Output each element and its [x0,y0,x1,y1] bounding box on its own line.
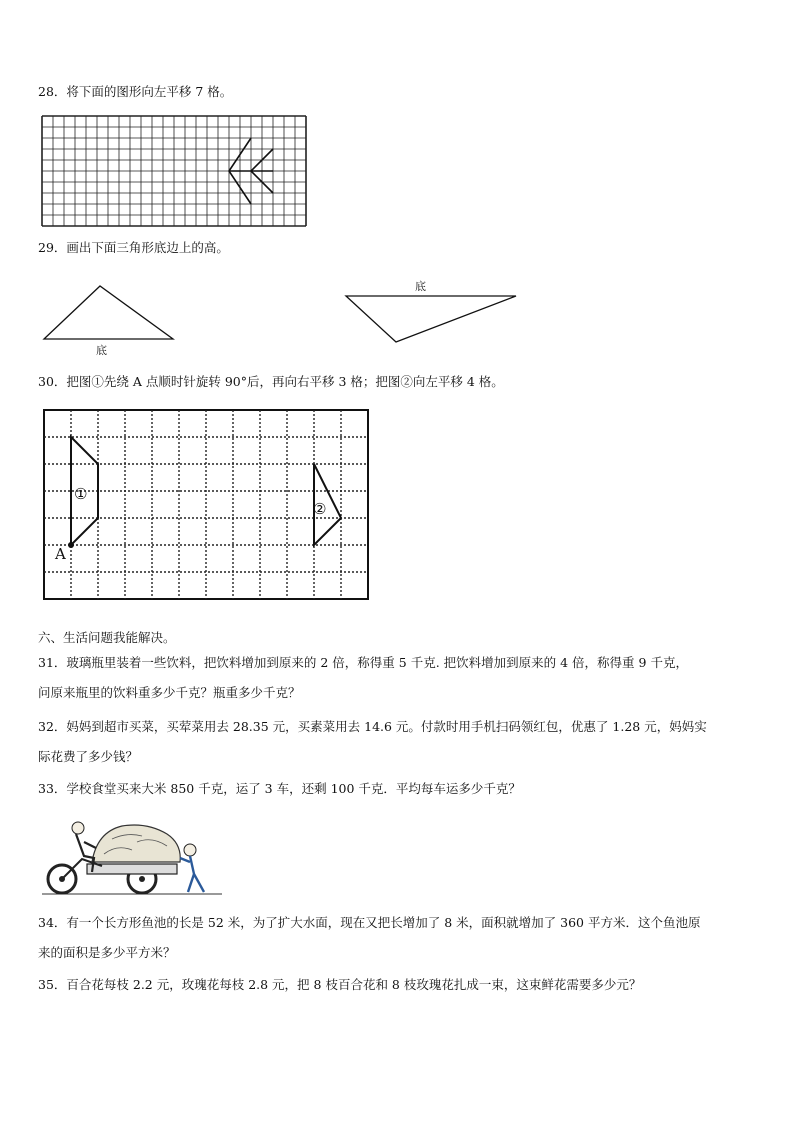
question-34 [38,908,760,968]
triangle-figures-29 [38,272,528,362]
grid-30 [40,406,375,618]
triangle-right [346,296,516,342]
base-label-left: 底 [96,344,107,357]
question-32-line1: 32．妈妈到超市买菜，买荤菜用去 28.35 元，买素菜用去 14.6 元。付款时用手机扫码领红包，优惠了 1.28 元，妈妈实 [38,719,707,734]
question-31-line2: 问原来瓶里的饮料重多少千克？瓶重多少千克？ [38,685,301,700]
question-34-line1: 34．有一个长方形鱼池的长是 52 米，为了扩大水面，现在又把长增加了 8 米，面积就增加了 360 平方米．这个鱼池原 [38,915,701,930]
tricycle-illustration [42,814,224,898]
grid-28 [40,114,310,226]
pusher-head [184,844,196,856]
figure-2-label: ② [313,500,327,518]
rice-sacks [92,825,180,862]
question-31 [38,648,760,708]
question-30: 30．把图①先绕 A 点顺时针旋转 90°后，再向右平移 3 格；把图②向左平移 4 格。 [38,374,504,389]
question-29: 29．画出下面三角形底边上的高。 [38,240,229,255]
question-33: 33．学校食堂买来大米 850 千克，运了 3 车，还剩 100 千克．平均每车运多少千克？ [38,781,521,796]
question-28: 28．将下面的图形向左平移 7 格。 [38,84,233,99]
rider-head [72,822,84,834]
question-32 [38,712,760,772]
figure-1-label: ① [74,485,88,503]
question-31-line1: 31．玻璃瓶里装着一些饮料，把饮料增加到原来的 2 倍，称得重 5 千克. 把饮料增加到原来的 4 倍，称得重 9 千克， [38,655,688,670]
question-34-line2: 来的面积是多少平方米？ [38,945,176,960]
base-label-right: 底 [415,280,426,293]
point-a-label: A [55,545,66,563]
section-6-heading: 六、生活问题我能解决。 [38,630,176,645]
triangle-left [44,286,173,339]
question-35: 35．百合花每枝 2.2 元，玫瑰花每枝 2.8 元，把 8 枝百合花和 8 枝玫瑰花扎成一束，这束鲜花需要多少元？ [38,977,642,992]
point-a-dot [68,542,74,548]
question-32-line2: 际花费了多少钱？ [38,749,139,764]
